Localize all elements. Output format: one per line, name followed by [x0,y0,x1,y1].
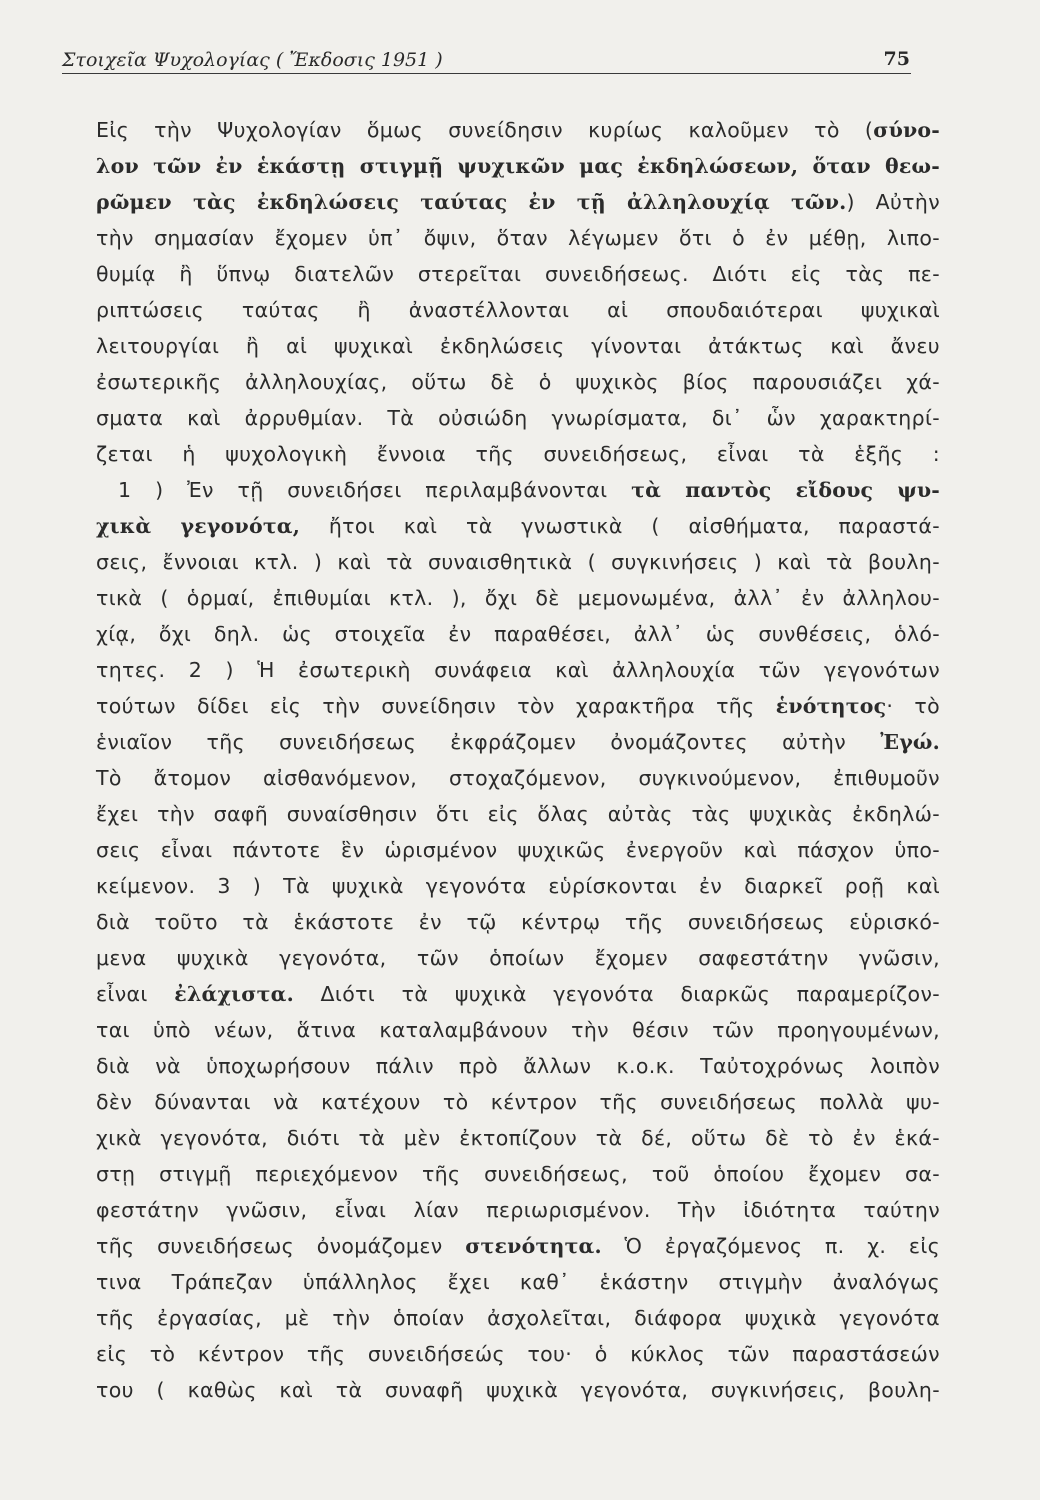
running-header-title: Στοιχεῖα Ψυχολογίας ( Ἔκδοσις 1951 ) [62,49,443,71]
text-line [96,796,940,832]
text-run: τούτων δίδει εἰς τὴν συνείδησιν τὸν χαρακτῆρα τῆς [96,694,776,718]
text-line [96,220,940,256]
text-line [96,940,940,976]
text-run: σεις, ἔννοιαι κτλ. ) καὶ τὰ συναισθητικὰ ( συγκινήσεις ) καὶ τὰ βουλη- [96,550,940,574]
text-run: τῆς συνειδήσεως ὀνομάζομεν [96,1234,466,1258]
text-run: του ( καθὼς καὶ τὰ συναφῆ ψυχικὰ γεγονότα, συγκινήσεις, βουλη- [96,1378,940,1402]
text-line [96,1012,940,1048]
text-line [96,472,940,508]
text-line [96,832,940,868]
text-run: ἔχει τὴν σαφῆ συναίσθησιν ὅτι εἰς ὅλας αὐτὰς τὰς ψυχικὰς ἐκδηλώ- [96,802,940,826]
text-run: σματα καὶ ἀρρυθμίαν. Τὰ οὐσιώδη γνωρίσματα, δι᾽ ὧν χαρακτηρί- [96,406,940,430]
text-run: εἰς τὸ κέντρον τῆς συνειδήσεώς του· ὁ κύκλος τῶν παραστάσεών [96,1342,940,1366]
text-line [96,436,940,472]
text-run: τητες. 2 ) Ἡ ἐσωτερικὴ συνάφεια καὶ ἀλληλουχία τῶν γεγονότων [96,658,940,682]
text-line [96,256,940,292]
text-run: τικὰ ( ὁρμαί, ἐπιθυμίαι κτλ. ), ὄχι δὲ μεμονωμένα, ἀλλ᾽ ἐν ἀλληλου- [96,586,940,610]
text-line [96,1264,940,1300]
body-text [96,112,940,1408]
text-line [96,1372,940,1408]
text-run: ται ὑπὸ νέων, ἅτινα καταλαμβάνουν τὴν θέσιν τῶν προηγουμένων, [96,1018,940,1042]
text-run: φεστάτην γνῶσιν, εἶναι λίαν περιωρισμένον. Τὴν ἰδιότητα ταύτην [96,1198,940,1222]
text-run: εἶναι [96,982,175,1006]
text-run: χίᾳ, ὄχι δηλ. ὡς στοιχεῖα ἐν παραθέσει, ἀλλ᾽ ὡς συνθέσεις, ὁλό- [96,622,940,646]
text-run: ἤτοι καὶ τὰ γνωστικὰ ( αἰσθήματα, παραστά- [300,514,940,538]
text-run: ) Αὐτὴν [846,190,940,214]
text-run: μενα ψυχικὰ γεγονότα, τῶν ὁποίων ἔχομεν σαφεστάτην γνῶσιν, [96,946,940,970]
text-line [96,1300,940,1336]
text-run: ἐσωτερικῆς ἀλληλουχίας, οὕτω δὲ ὁ ψυχικὸς βίος παρουσιάζει χά- [96,370,940,394]
text-run: στῃ στιγμῇ περιεχόμενον τῆς συνειδήσεως, τοῦ ὁποίου ἔχομεν σα- [96,1162,940,1186]
emphasized-text: λον τῶν ἐν ἑκάστῃ στιγμῇ ψυχικῶν μας ἐκδηλώσεων, ὅταν θεω- [96,154,940,178]
text-run: θυμίᾳ ἢ ὕπνῳ διατελῶν στερεῖται συνειδήσεως. Διότι εἰς τὰς πε- [96,262,940,286]
text-run: τὴν σημασίαν ἔχομεν ὑπ᾽ ὄψιν, ὅταν λέγωμεν ὅτι ὁ ἐν μέθῃ, λιπο- [96,226,940,250]
text-line [96,184,940,220]
emphasized-text: χικὰ γεγονότα, [96,514,301,538]
text-run: τῆς ἐργασίας, μὲ τὴν ὁποίαν ἀσχολεῖται, διάφορα ψυχικὰ γεγονότα [96,1306,940,1330]
text-run: 1 ) Ἐν τῇ συνειδήσει περιλαμβάνονται [118,478,632,502]
text-run: ἑνιαῖον τῆς συνειδήσεως ἐκφράζομεν ὀνομάζοντες αὐτὴν [96,730,881,754]
emphasized-text: Ἐγώ. [880,730,940,754]
text-line [96,148,940,184]
text-run: κείμενον. 3 ) Τὰ ψυχικὰ γεγονότα εὑρίσκονται ἐν διαρκεῖ ροῇ καὶ [96,874,940,898]
text-run: σεις εἶναι πάντοτε ἓν ὡρισμένον ψυχικῶς ἐνεργοῦν καὶ πάσχον ὑπο- [96,838,940,862]
text-run: Εἰς τὴν Ψυχολογίαν ὅμως συνείδησιν κυρίως καλοῦμεν τὸ ( [96,118,874,142]
text-run: Ὁ ἐργαζόμενος π. χ. εἰς [601,1234,940,1258]
text-line [96,1336,940,1372]
emphasized-text: στενότητα. [465,1234,602,1258]
text-run: χικὰ γεγονότα, διότι τὰ μὲν ἐκτοπίζουν τὰ δέ, οὕτω δὲ τὸ ἐν ἑκά- [96,1126,940,1150]
text-line [96,508,940,544]
text-line [96,616,940,652]
text-line [96,976,940,1012]
text-line [96,112,940,148]
text-line [96,1120,940,1156]
page-number: 75 [883,48,910,70]
text-line [96,328,940,364]
text-run: ριπτώσεις ταύτας ἢ ἀναστέλλονται αἱ σπουδαιότεραι ψυχικαὶ [96,298,940,322]
emphasized-text: ρῶμεν τὰς ἐκδηλώσεις ταύτας ἐν τῇ ἀλληλουχίᾳ τῶν. [96,190,847,214]
text-line [96,580,940,616]
text-run: δὲν δύνανται νὰ κατέχουν τὸ κέντρον τῆς συνειδήσεως πολλὰ ψυ- [96,1090,940,1114]
running-header [62,44,910,74]
text-line [96,1084,940,1120]
text-run: · τὸ [886,694,940,718]
text-line [96,652,940,688]
text-line [96,1228,940,1264]
text-run: τινα Τράπεζαν ὑπάλληλος ἔχει καθ᾽ ἑκάστην στιγμὴν ἀναλόγως [96,1270,940,1294]
text-line [96,400,940,436]
text-line [96,364,940,400]
text-line [96,904,940,940]
text-line [96,1156,940,1192]
text-line [96,688,940,724]
text-run: Διότι τὰ ψυχικὰ γεγονότα διαρκῶς παραμερίζον- [293,982,940,1006]
text-line [96,1048,940,1084]
emphasized-text: ἑνότητος [775,694,887,718]
text-run: διὰ νὰ ὑποχωρήσουν πάλιν πρὸ ἄλλων κ.ο.κ. Ταὐτοχρόνως λοιπὸν [96,1054,940,1078]
text-line [96,1192,940,1228]
text-run: λειτουργίαι ἢ αἱ ψυχικαὶ ἐκδηλώσεις γίνονται ἀτάκτως καὶ ἄνευ [96,334,940,358]
text-line [96,760,940,796]
text-line [96,724,940,760]
text-run: Τὸ ἄτομον αἰσθανόμενον, στοχαζόμενον, συγκινούμενον, ἐπιθυμοῦν [96,766,940,790]
emphasized-text: τὰ παντὸς εἴδους ψυ- [631,478,940,502]
header-rule [62,73,911,74]
emphasized-text: σύνο- [873,118,940,142]
text-line [96,868,940,904]
emphasized-text: ἐλάχιστα. [174,982,294,1006]
text-line [96,292,940,328]
text-run: διὰ τοῦτο τὰ ἑκάστοτε ἐν τῷ κέντρῳ τῆς συνειδήσεως εὑρισκό- [96,910,940,934]
text-run: ζεται ἡ ψυχολογικὴ ἔννοια τῆς συνειδήσεως, εἶναι τὰ ἑξῆς : [96,442,940,466]
text-line [96,544,940,580]
